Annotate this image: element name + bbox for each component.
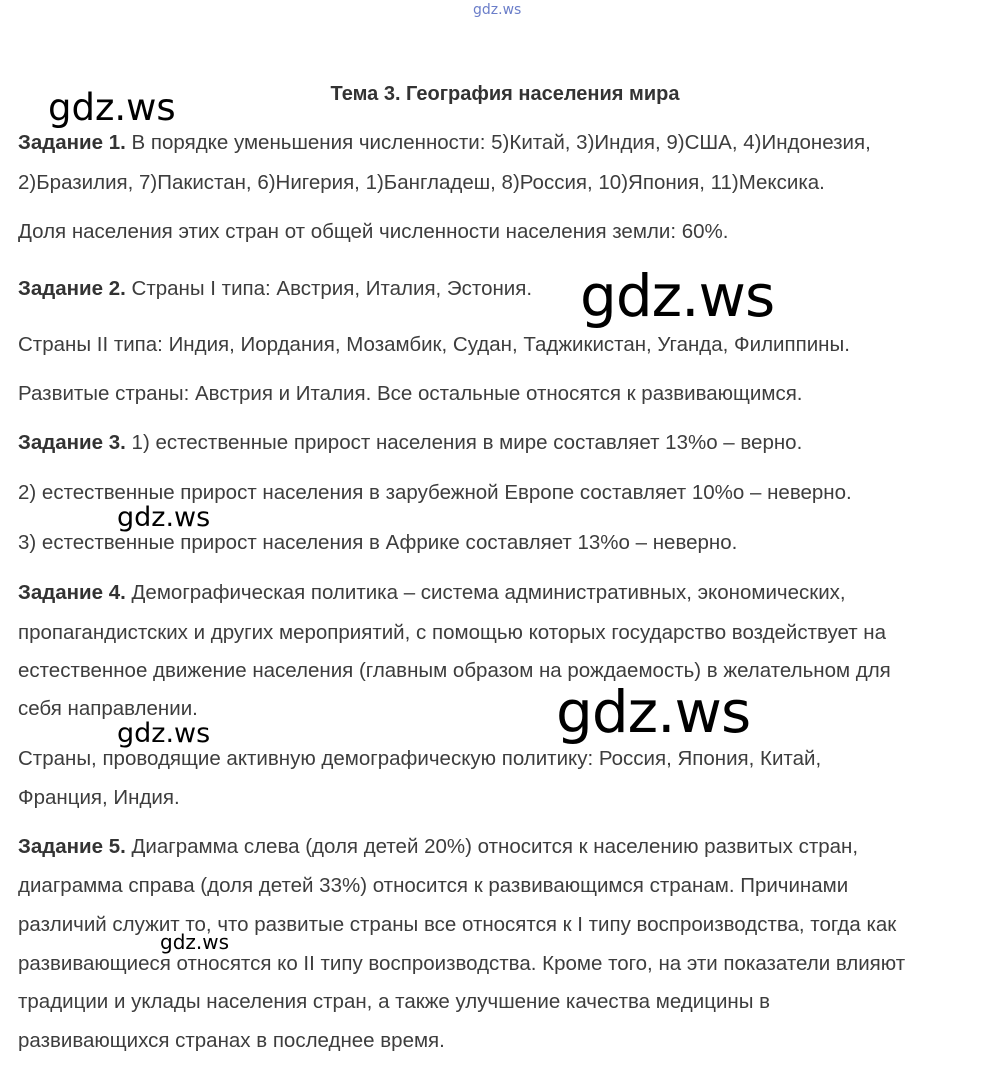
task-2-label: Задание 2.	[18, 277, 126, 300]
line-text: Развитые страны: Австрия и Италия. Все остальные относятся к развивающимся.	[18, 382, 803, 405]
line-text: Доля населения этих стран от общей численности населения земли: 60%.	[18, 220, 729, 243]
task-4-line-1	[18, 574, 846, 612]
line-text: естественное движение населения (главным образом на рождаемость) в желательном для	[18, 659, 891, 682]
watermark-top: gdz.ws	[473, 2, 522, 18]
line-text: 2) естественные прирост населения в зарубежной Европе составляет 10%о – неверно.	[18, 481, 852, 504]
line-text: Диаграмма слева (доля детей 20%) относится к населению развитых стран,	[131, 835, 859, 858]
task-2-line-1	[18, 270, 532, 308]
task-2-line-2	[18, 326, 850, 364]
line-text: Демографическая политика – система административных, экономических,	[131, 581, 846, 604]
task-3-line-1	[18, 424, 802, 462]
task-5-line-2	[18, 867, 848, 905]
line-text: различий служит то, что развитые страны все относятся к I типу воспроизводства, тогда как	[18, 913, 897, 936]
line-text: 2)Бразилия, 7)Пакистан, 6)Нигерия, 1)Бангладеш, 8)Россия, 10)Япония, 11)Мексика.	[18, 171, 825, 194]
line-text: Страны, проводящие активную демографическую политику: Россия, Япония, Китай,	[18, 747, 822, 770]
line-text: В порядке уменьшения численности: 5)Китай, 3)Индия, 9)США, 4)Индонезия,	[131, 131, 871, 154]
page-title: Тема 3. География населения мира	[330, 83, 680, 105]
task-4-line-2	[18, 614, 886, 652]
task-3-label: Задание 3.	[18, 431, 126, 454]
line-text: 3) естественные прирост населения в Африке составляет 13%о – неверно.	[18, 531, 738, 554]
task-5-label: Задание 5.	[18, 835, 126, 858]
task-1-line-2	[18, 164, 825, 202]
line-text: традиции и уклады населения стран, а также улучшение качества медицины в	[18, 990, 771, 1013]
task-5-line-3	[18, 906, 896, 944]
line-text: Страны I типа: Австрия, Италия, Эстония.	[131, 277, 533, 300]
line-text: Франция, Индия.	[18, 786, 180, 809]
task-4-line-3	[18, 652, 891, 690]
task-1-line-3	[18, 213, 728, 251]
watermark: gdz.ws	[48, 86, 176, 129]
task-5-line-4	[18, 945, 905, 983]
watermark: gdz.ws	[556, 678, 751, 746]
watermark: gdz.ws	[580, 262, 775, 330]
line-text: развивающиеся относятся ко II типу воспроизводства. Кроме того, на эти показатели влияют	[18, 952, 906, 975]
task-5-line-6	[18, 1022, 445, 1060]
task-5-line-5	[18, 983, 770, 1021]
task-2-line-3	[18, 375, 803, 413]
line-text: развивающихся странах в последнее время.	[18, 1029, 445, 1052]
line-text: Страны II типа: Индия, Иордания, Мозамбик, Судан, Таджикистан, Уганда, Филиппины.	[18, 333, 850, 356]
line-text: диаграмма справа (доля детей 33%) относится к развивающимся странам. Причинами	[18, 874, 849, 897]
task-4-label: Задание 4.	[18, 581, 126, 604]
watermark: gdz.ws	[117, 502, 211, 533]
watermark: gdz.ws	[160, 930, 230, 954]
line-text: пропагандистских и других мероприятий, с помощью которых государство воздействует на	[18, 621, 887, 644]
task-1-label: Задание 1.	[18, 131, 126, 154]
line-text: себя направлении.	[18, 697, 198, 720]
task-1-line-1	[18, 124, 871, 162]
task-4-line-6	[18, 779, 180, 817]
task-5-line-1	[18, 828, 858, 866]
watermark: gdz.ws	[117, 718, 211, 749]
line-text: 1) естественные прирост населения в мире составляет 13%о – верно.	[131, 431, 803, 454]
